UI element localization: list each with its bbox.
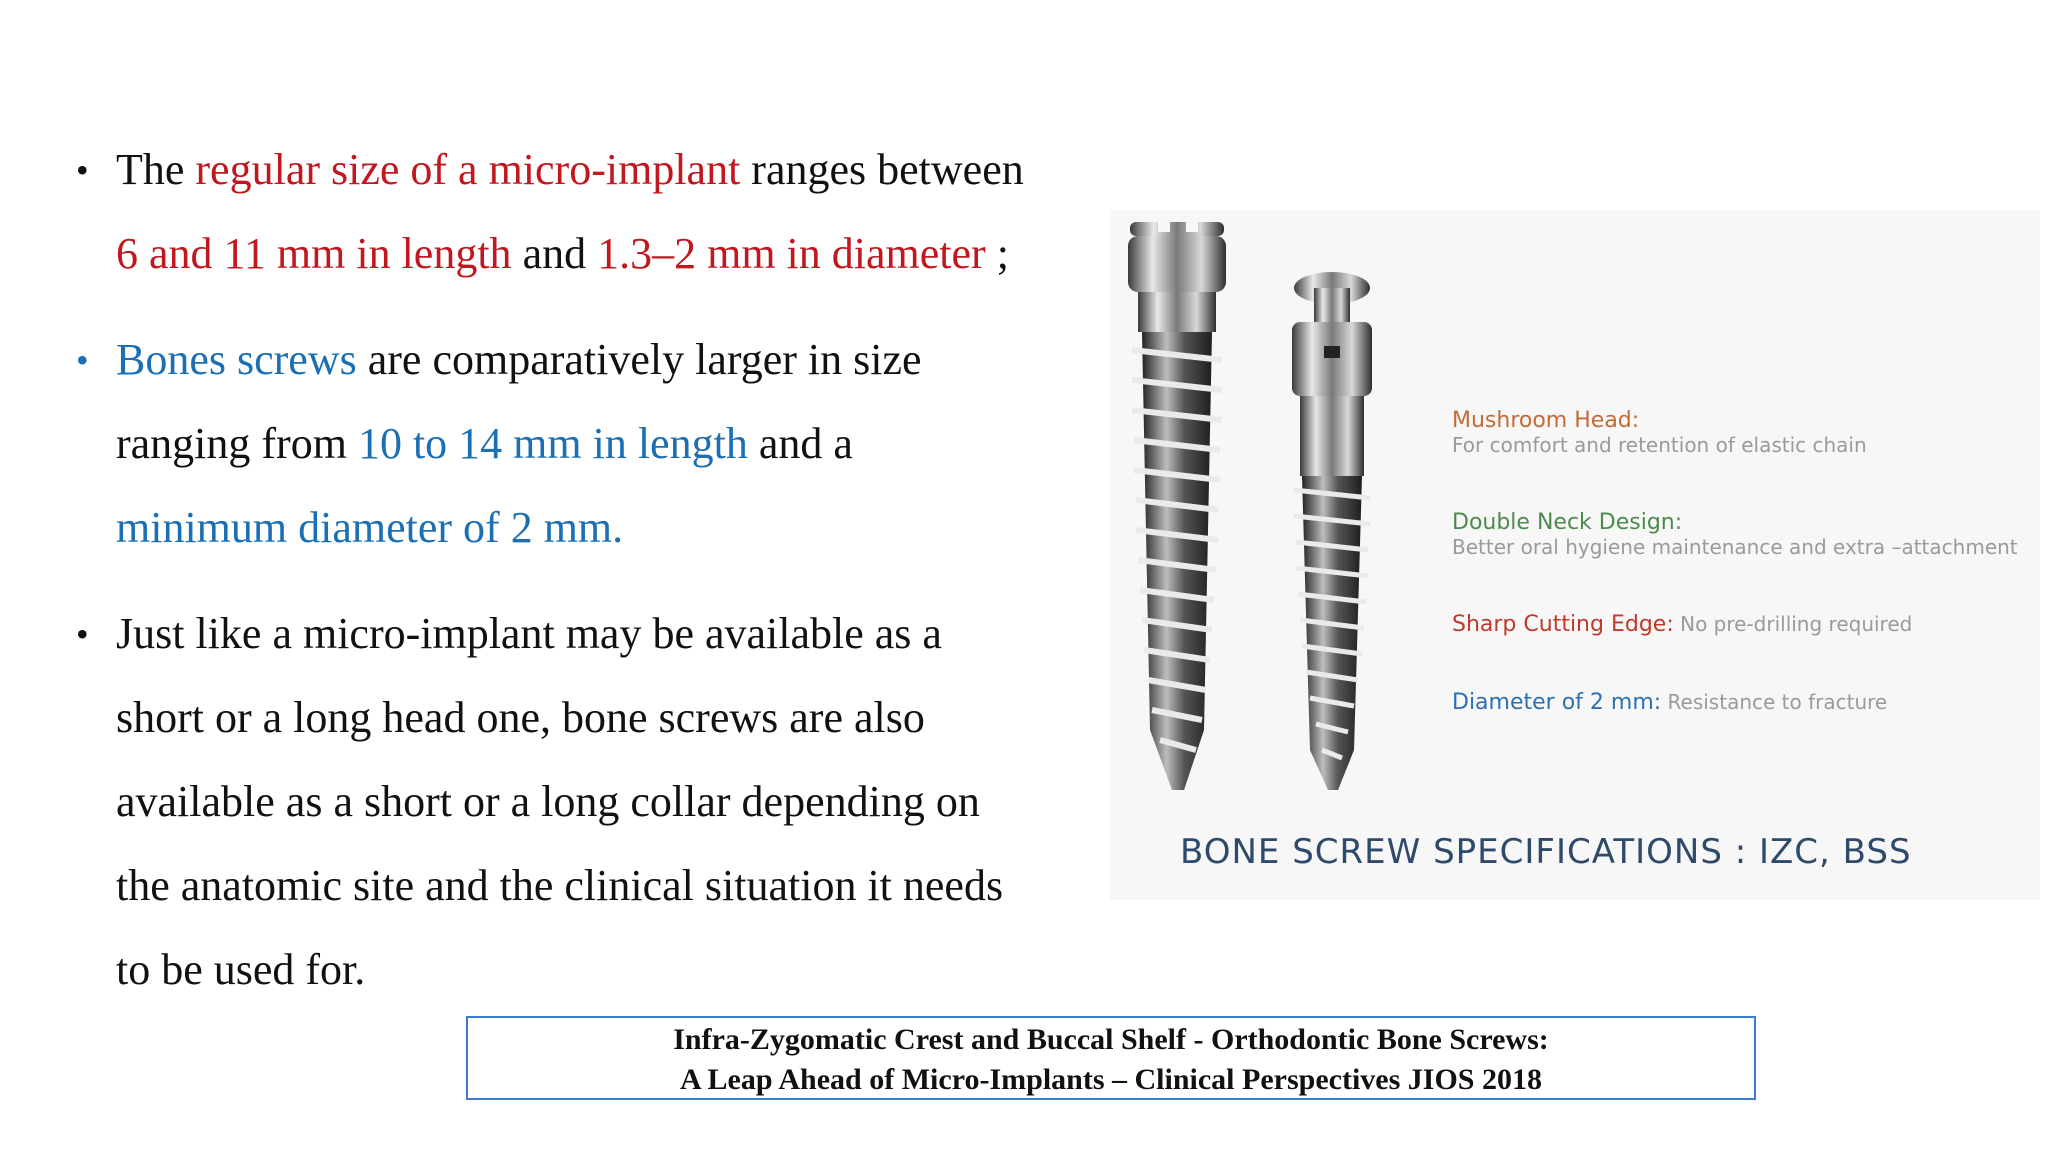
bullet-line: Just like a micro-implant may be available as a (116, 609, 942, 658)
reference-line: A Leap Ahead of Micro-Implants – Clinical Perspectives JIOS 2018 (680, 1063, 1542, 1096)
label-double-neck (1452, 510, 2018, 559)
bullet-line: available as a short or a long collar depending on (116, 777, 980, 826)
bullet-line: the anatomic site and the clinical situation it needs (116, 861, 1004, 910)
text-segment: ; (985, 229, 1009, 278)
label-description: Better oral hygiene maintenance and extra –attachment (1452, 535, 2018, 559)
bone-screw-illustration (1110, 210, 1440, 810)
highlight-diameter: 1.3–2 mm in diameter (597, 229, 986, 278)
label-title: Diameter of 2 mm: (1452, 690, 1662, 715)
bullet-marker: • (76, 150, 89, 190)
bullet-line: short or a long head one, bone screws are also (116, 693, 925, 742)
left-screw-icon (1128, 214, 1226, 790)
bullet-line (116, 212, 1110, 296)
bullet-line: to be used for. (116, 945, 366, 994)
reference-box (466, 1016, 1756, 1100)
text-segment: The (116, 145, 196, 194)
highlight-bone-screws: Bones screws (116, 335, 357, 384)
bullet-marker: • (76, 340, 89, 380)
bullet-marker: • (76, 614, 89, 654)
bullet-collar (70, 592, 1110, 1012)
label-diameter (1452, 690, 1887, 715)
bullet-bone-screws (70, 318, 1110, 570)
bullet-line (116, 128, 1110, 212)
label-title: Double Neck Design: (1452, 510, 1683, 535)
label-description: No pre-drilling required (1673, 612, 1913, 636)
highlight-regular-size: regular size of a micro-implant (195, 145, 741, 194)
text-segment: ranging from (116, 419, 358, 468)
label-mushroom-head (1452, 408, 1867, 457)
label-title: Mushroom Head: (1452, 408, 1640, 433)
label-cutting-edge (1452, 612, 1912, 637)
highlight-min-diameter: minimum diameter of 2 mm. (116, 503, 624, 552)
bullet-line (116, 402, 1110, 486)
text-segment: and a (747, 419, 853, 468)
bone-screw-figure (1110, 210, 2040, 900)
highlight-length: 6 and 11 mm in length (116, 229, 512, 278)
highlight-screw-length: 10 to 14 mm in length (357, 419, 748, 468)
label-description: For comfort and retention of elastic chain (1452, 433, 1867, 457)
bullet-list (70, 128, 1110, 1012)
bullet-line (116, 486, 1110, 570)
text-segment: are comparatively larger in size (356, 335, 922, 384)
reference-line: Infra-Zygomatic Crest and Buccal Shelf - Orthodontic Bone Screws: (673, 1023, 1549, 1056)
label-title: Sharp Cutting Edge: (1452, 612, 1674, 637)
bullet-line (116, 318, 1110, 402)
text-segment: ranges between (740, 145, 1024, 194)
text-segment: and (511, 229, 598, 278)
label-description: Resistance to fracture (1661, 690, 1888, 714)
right-screw-icon (1292, 272, 1372, 790)
bullet-regular-size (70, 128, 1110, 296)
figure-caption: BONE SCREW SPECIFICATIONS : IZC, BSS (1180, 832, 1912, 872)
